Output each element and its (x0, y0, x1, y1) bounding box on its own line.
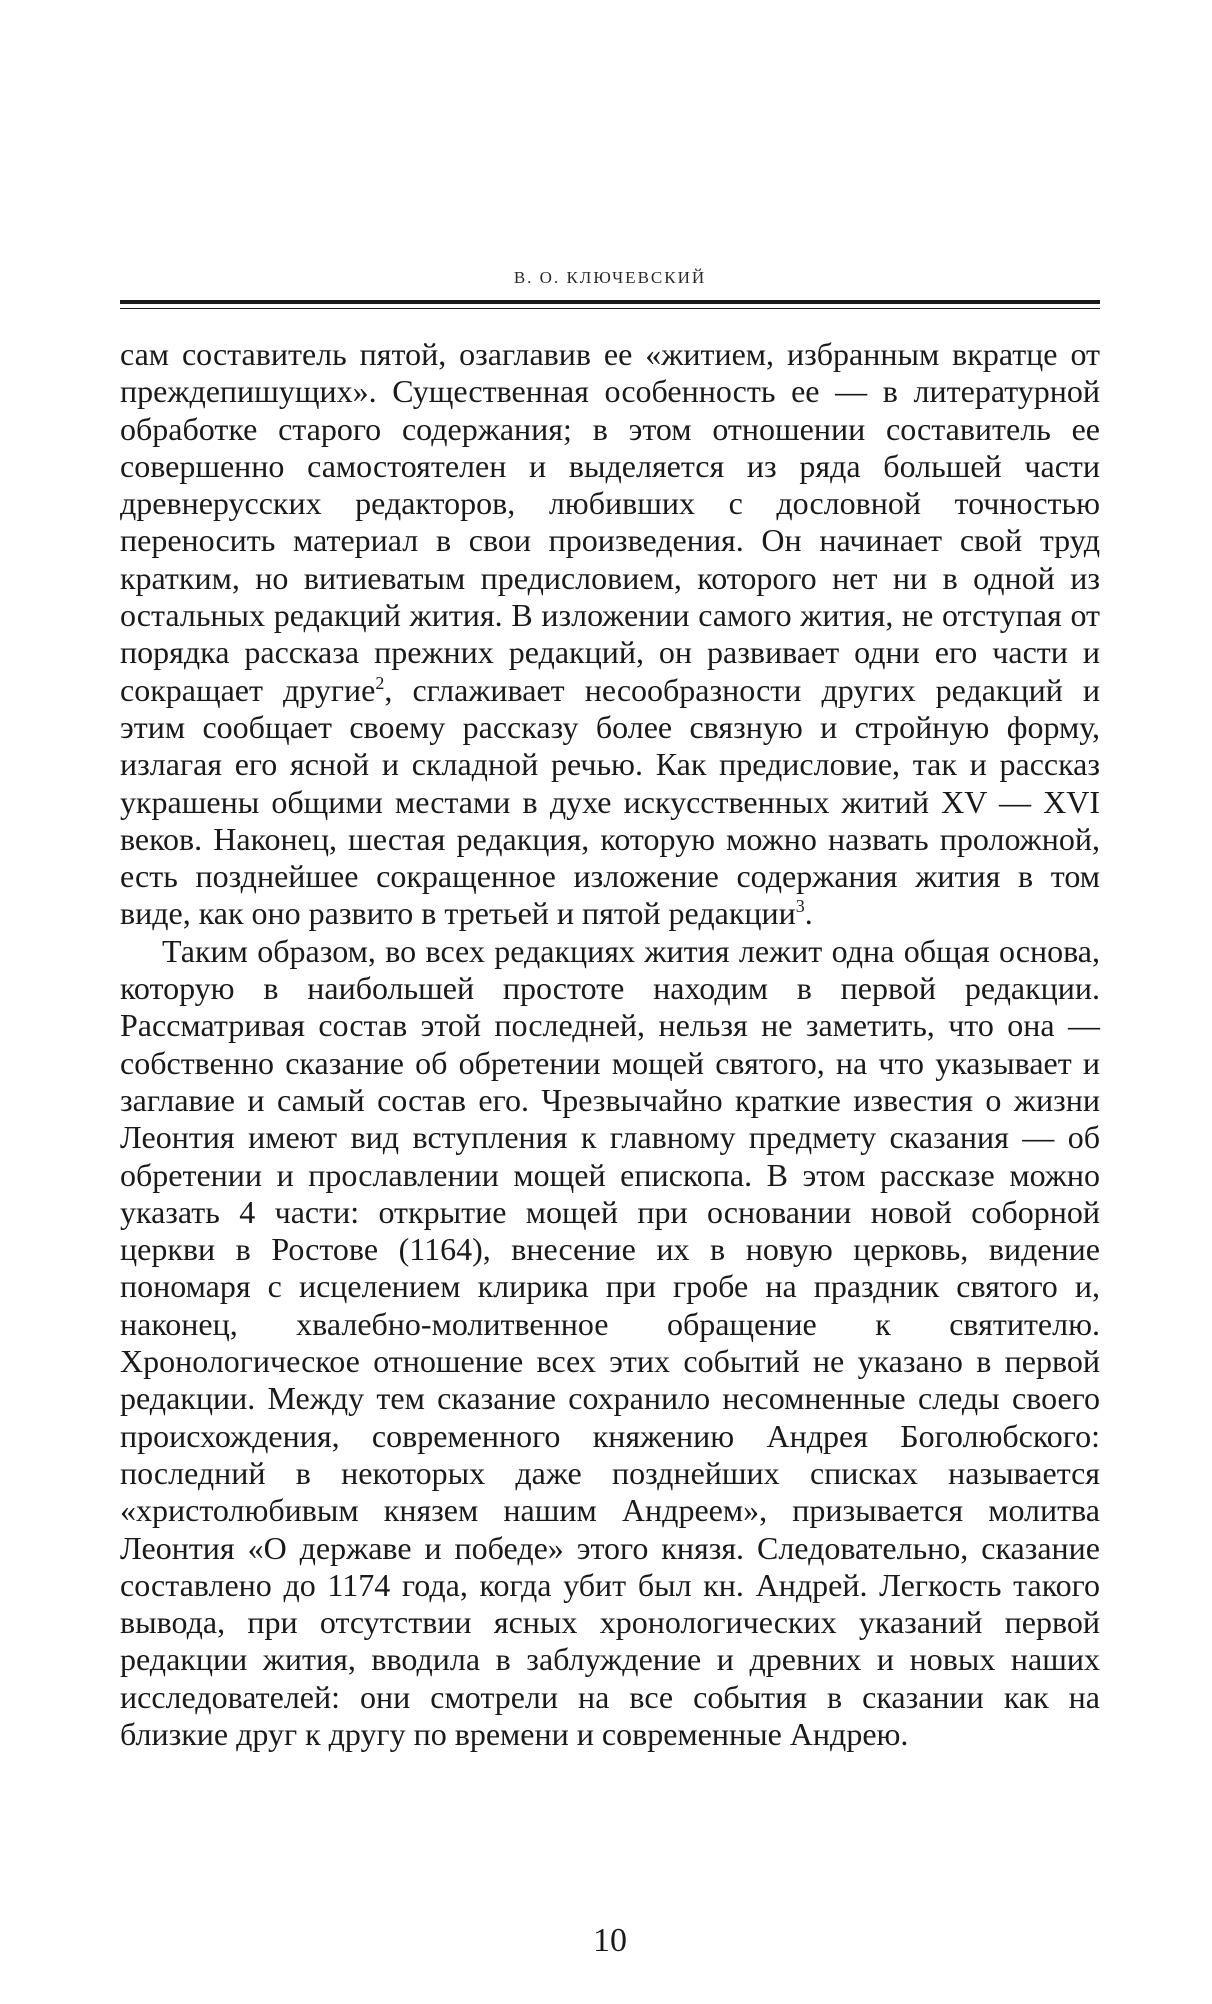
running-head: В. О. КЛЮЧЕВСКИЙ (513, 268, 707, 287)
header-rule-thick (120, 300, 1100, 304)
paragraph-1-part-3: . (804, 895, 813, 932)
paragraph-1 (120, 336, 1100, 933)
footnote-ref-3[interactable]: 3 (795, 896, 805, 917)
paragraph-1-part-1: сам составитель пятой, озаглавив ее «житием, избранным вкратце от преждепишущих». Существенная особенность ее — в литературной обработке старого содержания; в этом отношении составитель ее совершенно самостоятелен и выделяется из ряда большей части древнерусских редакторов, любивших с дословной точностью переносить материал в свои произведения. Он начинает свой труд кратким, но витиеватым предисловием, которого нет ни в одной из остальных редакций жития. В изложении самого жития, не отступая от порядка рассказа прежних редакций, он развивает одни его части и сокращает другие (120, 336, 1100, 708)
body-text (120, 336, 1100, 1753)
header-rule-thin (120, 308, 1100, 309)
paragraph-2: Таким образом, во всех редакциях жития лежит одна общая основа, которую в наибольшей простоте находим в первой редакции. Рассматривая состав этой последней, нельзя не заметить, что она — собственно сказание об обретении мощей святого, на что указывает и заглавие и самый состав его. Чрезвычайно краткие известия о жизни Леонтия имеют вид вступления к главному предмету сказания — об обретении и прославлении мощей епископа. В этом рассказе можно указать 4 части: открытие мощей при основании новой соборной церкви в Ростове (1164), внесение их в новую церковь, видение пономаря с исцелением клирика при гробе на праздник святого и, наконец, хвалебно-молитвенное обращение к святителю. Хронологическое отношение всех этих событий не указано в первой редакции. Между тем сказание сохранило несомненные следы своего происхождения, современного княжению Андрея Боголюбского: последний в некоторых даже позднейших списках называется «христолюбивым князем нашим Андреем», призывается молитва Леонтия «О державе и победе» этого князя. Следовательно, сказание составлено до 1174 года, когда убит был кн. Андрей. Легкость такого вывода, при отсутствии ясных хронологических указаний первой редакции жития, вводила в заблуждение и древних и новых наших исследователей: они смотрели на все события в сказании как на близкие друг к другу по времени и современные Андрею. (120, 932, 1100, 1752)
paragraph-1-part-2: , сглаживает несообразности других редакций и этим сообщает своему рассказу более связную и стройную форму, излагая его ясной и складной речью. Как предисловие, так и рассказ украшены общими местами в духе искусственных житий XV — XVI веков. Наконец, шестая редакция, которую можно назвать проложной, есть позднейшее сокращенное изложение содержания жития в том виде, как оно развито в третьей и пятой редакции (120, 671, 1101, 932)
page-number: 10 (593, 1922, 627, 1959)
footnote-ref-2[interactable]: 2 (375, 672, 385, 693)
